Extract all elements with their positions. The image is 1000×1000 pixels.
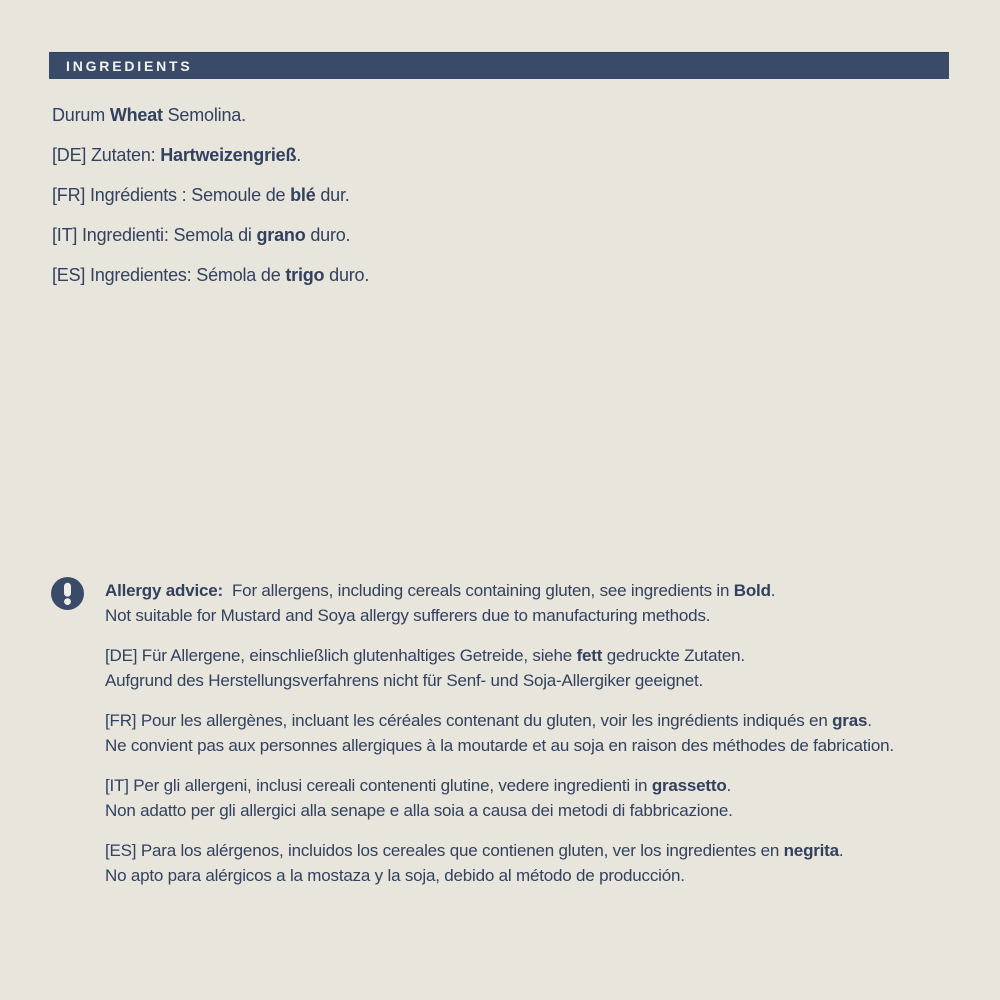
- allergy-text: [FR] Pour les allergènes, incluant les céréales contenant du gluten, voir les ingrédients indiqués en: [105, 711, 833, 730]
- allergy-text: .: [726, 776, 732, 795]
- allergy-text-line2: Not suitable for Mustard and Soya allergy sufferers due to manufacturing methods.: [105, 606, 711, 625]
- allergy-text: [DE] Für Allergene, einschließlich glutenhaltiges Getreide, siehe: [105, 646, 577, 665]
- allergen-bold: blé: [290, 185, 316, 205]
- ingredient-text: Durum: [52, 105, 110, 125]
- ingredient-text: Semolina.: [162, 105, 246, 125]
- ingredient-text: [DE] Zutaten:: [52, 145, 161, 165]
- allergy-text-line2: Aufgrund des Herstellungsverfahrens nicht für Senf- und Soja-Allergiker geeignet.: [105, 671, 704, 690]
- allergy-text-line2: No apto para alérgicos a la mostaza y la soja, debido al método de producción.: [105, 866, 685, 885]
- allergy-bold-word: fett: [576, 646, 603, 665]
- allergy-paragraph-fr: [105, 708, 967, 758]
- ingredient-line-fr: [52, 185, 932, 205]
- ingredients-header-title: INGREDIENTS: [66, 58, 193, 74]
- ingredient-line-en: [52, 105, 932, 125]
- ingredients-header-bar: [49, 52, 949, 79]
- ingredient-text: [ES] Ingredientes: Sémola de: [52, 265, 286, 285]
- allergen-bold: grano: [256, 225, 306, 245]
- allergy-text: [ES] Para los alérgenos, incluidos los cereales que contienen gluten, ver los ingredientes en: [105, 841, 784, 860]
- allergy-bold-word: negrita: [783, 841, 839, 860]
- allergy-text: For allergens, including cereals containing gluten, see ingredients in: [222, 581, 734, 600]
- ingredient-line-es: [52, 265, 932, 285]
- allergy-paragraph-es: [105, 838, 967, 888]
- allergy-bold-word: gras: [832, 711, 868, 730]
- allergy-advice-block: [105, 578, 967, 903]
- allergy-paragraph-en: [105, 578, 967, 628]
- exclamation-alert-icon: [51, 577, 84, 610]
- allergy-lead-bold: Allergy advice:: [105, 581, 223, 600]
- allergy-text-line2: Ne convient pas aux personnes allergiques à la moutarde et au soja en raison des méthodes de fabrication.: [105, 736, 894, 755]
- ingredient-text: dur.: [315, 185, 350, 205]
- allergy-paragraph-it: [105, 773, 967, 823]
- allergy-bold-word: Bold: [733, 581, 771, 600]
- allergen-bold: Wheat: [109, 105, 163, 125]
- allergy-text-line2: Non adatto per gli allergici alla senape e alla soia a causa dei metodi di fabbricazione.: [105, 801, 733, 820]
- ingredient-line-it: [52, 225, 932, 245]
- allergy-text: [IT] Per gli allergeni, inclusi cereali contenenti glutine, vedere ingredienti in: [105, 776, 652, 795]
- ingredients-list: [52, 105, 932, 305]
- allergen-bold: Hartweizengrieß: [160, 145, 297, 165]
- allergy-text: .: [867, 711, 872, 730]
- allergen-bold: trigo: [285, 265, 325, 285]
- ingredient-text: .: [296, 145, 302, 165]
- allergy-text: .: [770, 581, 776, 600]
- ingredient-line-de: [52, 145, 932, 165]
- allergy-text: gedruckte Zutaten.: [602, 646, 745, 665]
- ingredient-text: duro.: [324, 265, 370, 285]
- ingredient-text: duro.: [305, 225, 351, 245]
- allergy-bold-word: grassetto: [651, 776, 727, 795]
- allergy-text: .: [838, 841, 844, 860]
- allergy-paragraph-de: [105, 643, 967, 693]
- ingredient-text: [FR] Ingrédients : Semoule de: [52, 185, 291, 205]
- ingredient-text: [IT] Ingredienti: Semola di: [52, 225, 257, 245]
